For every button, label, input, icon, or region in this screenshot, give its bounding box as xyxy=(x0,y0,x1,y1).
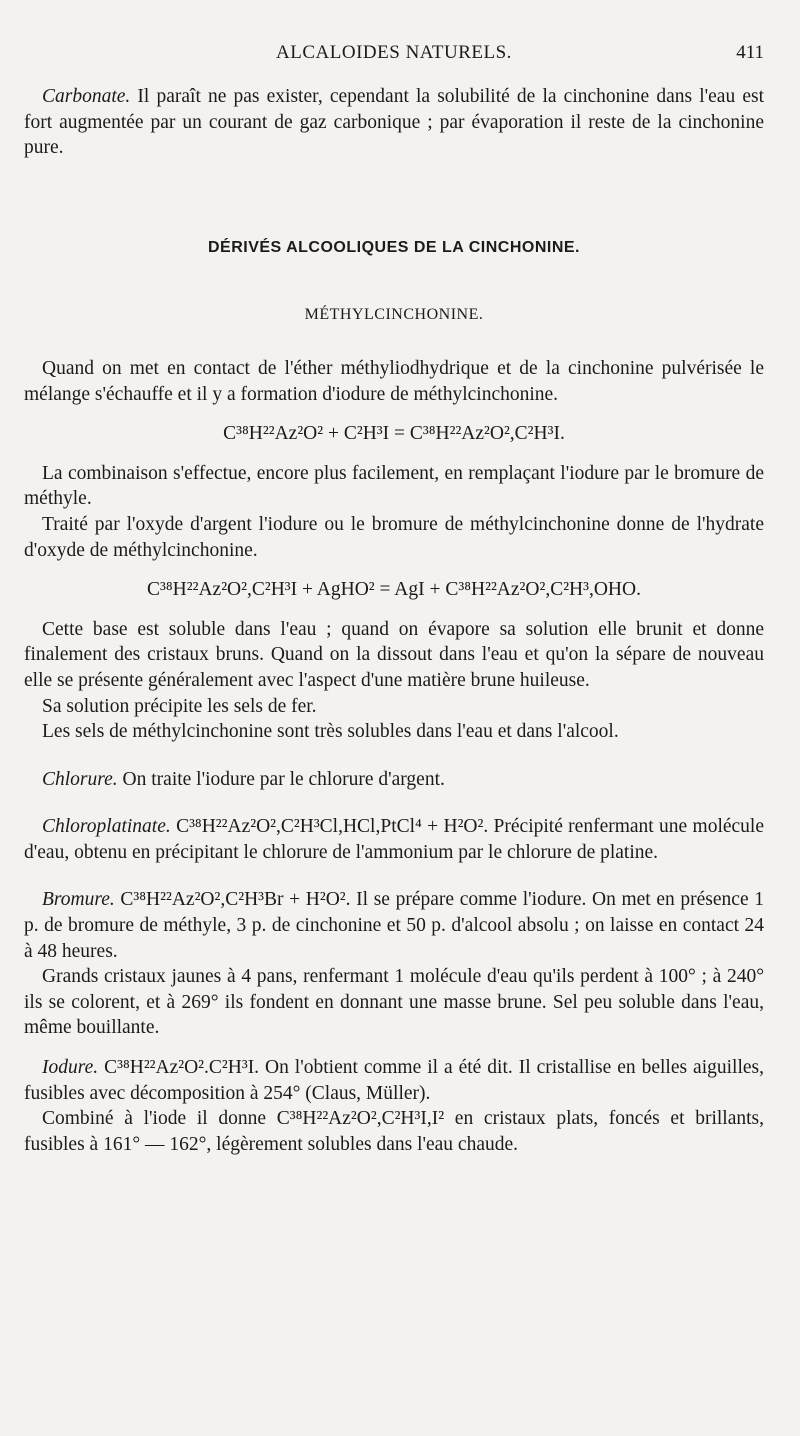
subsection-title: MÉTHYLCINCHONINE. xyxy=(304,306,484,324)
paragraph-5: Sa solution précipite les sels de fer. xyxy=(42,695,317,717)
paragraph-7: Grands cristaux jaunes à 4 pans, renfermant 1 molécule d'eau qu'ils perdent à 100° ; à 240° ils se colorent, et à 269° ils fondent en donnant une masse brune. Sel peu soluble dans l'eau, même bouillante. xyxy=(24,966,764,1039)
section-title: DÉRIVÉS ALCOOLIQUES DE LA CINCHONINE. xyxy=(207,238,580,256)
paragraph-chloroplatinate xyxy=(24,814,764,865)
page-number: 411 xyxy=(736,42,764,63)
paragraph-3: Traité par l'oxyde d'argent l'iodure ou le bromure de méthylcinchonine donne de l'hydrate d'oxyde de méthylcinchonine. xyxy=(24,513,764,561)
paragraph-chlorure xyxy=(24,767,764,793)
paragraph-iodure xyxy=(24,1055,764,1106)
spacer xyxy=(24,865,764,887)
text-bromure: C³⁸H²²Az²O²,C²H³Br + H²O². Il se prépare comme l'iodure. On met en présence 1 p. de bromure de méthyle, 3 p. de cinchonine et 50 p. d'alcool absolu ; on laisse en contact 24 à 48 heures. xyxy=(24,889,764,962)
paragraph-bromure xyxy=(24,887,764,964)
label-chlorure: Chlorure. xyxy=(42,768,118,790)
spacer xyxy=(24,1041,764,1055)
label-chloroplatinate: Chloroplatinate. xyxy=(42,816,171,838)
running-title: ALCALOIDES NATURELS. xyxy=(276,42,512,63)
page-header xyxy=(24,42,764,72)
text-chloroplatinate: C³⁸H²²Az²O²,C²H³Cl,HCl,PtCl⁴ + H²O². Précipité renfermant une molécule d'eau, obtenu en précipitant le chlorure de l'ammonium par le chlorure de platine. xyxy=(24,816,764,863)
paragraph-6: Les sels de méthylcinchonine sont très solubles dans l'eau et dans l'alcool. xyxy=(42,721,619,743)
label-carbonate: Carbonate. xyxy=(42,86,131,107)
paragraph-1: Quand on met en contact de l'éther méthyliodhydrique et de la cinchonine pulvérisée le mélange s'échauffe et il y a formation d'iodure de méthylcinchonine. xyxy=(24,357,764,405)
text-iodure: C³⁸H²²Az²O².C²H³I. On l'obtient comme il a été dit. Il cristallise en belles aiguilles, fusibles avec décomposition à 254° (Claus, Müller). xyxy=(24,1057,764,1104)
text-chlorure: On traite l'iodure par le chlorure d'argent. xyxy=(117,768,445,790)
paragraph-2: La combinaison s'effectue, encore plus facilement, en remplaçant l'iodure par le bromure de méthyle. xyxy=(24,462,764,510)
label-iodure: Iodure. xyxy=(42,1057,99,1079)
paragraph-4: Cette base est soluble dans l'eau ; quand on évapore sa solution elle brunit et donne finalement des cristaux bruns. Quand on la dissout dans l'eau et qu'on la sépare de nouveau elle se présente généralement avec l'aspect d'une matière brune huileuse. xyxy=(24,618,764,691)
formula-1: C³⁸H²²Az²O² + C²H³I = C³⁸H²²Az²O²,C²H³I. xyxy=(223,423,565,445)
paragraph-8: Combiné à l'iode il donne C³⁸H²²Az²O²,C²H³I,I² en cristaux plats, foncés et brillants, fusibles à 161° — 162°, légèrement solubles dans l'eau chaude. xyxy=(24,1108,764,1155)
document-page xyxy=(24,0,764,1436)
formula-2: C³⁸H²²Az²O²,C²H³I + AgHO² = AgI + C³⁸H²²Az²O²,C²H³,OHO. xyxy=(147,579,641,601)
text-carbonate: Il paraît ne pas exister, cependant la solubilité de la cinchonine dans l'eau est fort augmentée par un courant de gaz carbonique ; par évaporation il reste de la cinchonine pure. xyxy=(24,86,764,159)
label-bromure: Bromure. xyxy=(42,889,115,911)
spacer xyxy=(24,745,764,767)
paragraph-carbonate xyxy=(24,84,764,161)
body-text xyxy=(24,84,764,1157)
spacer xyxy=(24,792,764,814)
